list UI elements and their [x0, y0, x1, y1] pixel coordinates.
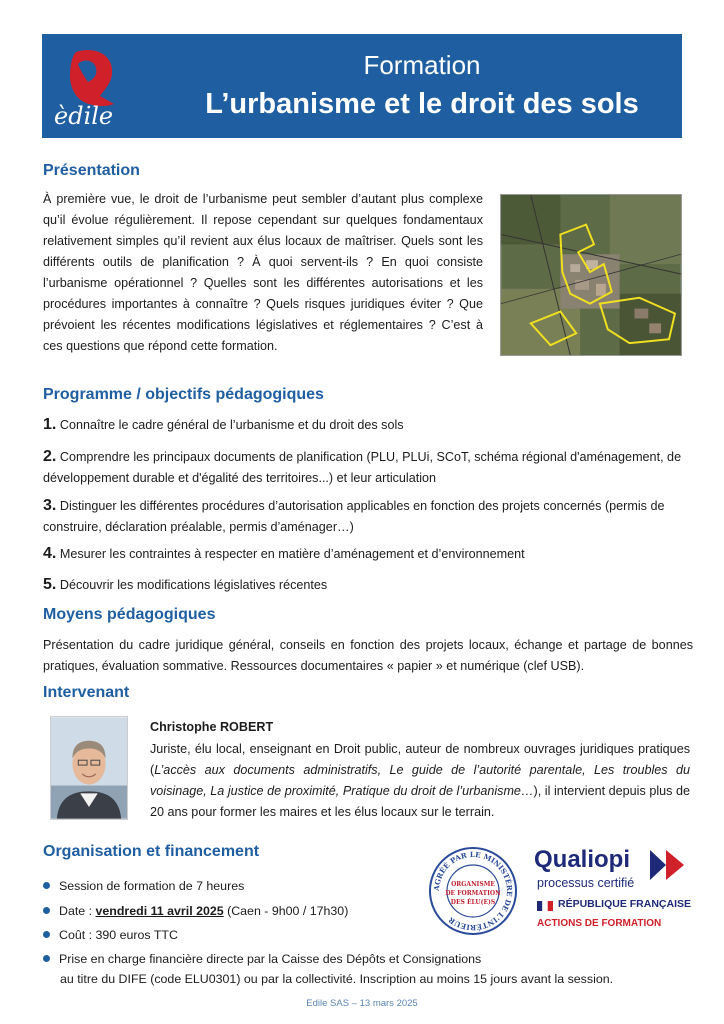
programme-item: 1. Connaître le cadre général de l’urbanisme et du droit des sols — [43, 416, 404, 433]
qualiopi-subtitle: processus certifié — [537, 876, 635, 890]
presentation-text: À première vue, le droit de l’urbanisme peut sembler d’autant plus complexe qu’il évolue régulièrement. Il repose cependant sur quelques fondamentaux relativement simples qu’il revient aux élus locaux de maîtriser. Quels sont les différents outils de planification ? À quoi servent-ils ? En quoi consiste l’urbanisme opérationnel ? Quelles sont les différentes autorisations et les procédures importantes à connaître ? Quels risques juridiques éviter ? Que prévoient les récentes modifications législatives et réglementaires ? C’est à ces questions que répond cette formation. — [43, 192, 483, 353]
french-flag-icon — [537, 901, 553, 911]
programme-item: 3. Distinguer les différentes procédures d’autorisation applicables en fonction des projets concernés (permis de construire, déclaration préalable, permis d’aménager…) — [43, 497, 665, 534]
page-title: L’urbanisme et le droit des sols — [205, 88, 639, 120]
speaker-photo — [50, 716, 128, 820]
section-heading-organisation: Organisation et financement — [43, 843, 260, 860]
bullet-icon — [43, 931, 50, 938]
stamp-line2: DE FORMATION — [445, 890, 501, 897]
logo-text: èdile — [54, 102, 114, 130]
speaker-bio: Juriste, élu local, enseignant en Droit public, auteur de nombreux ouvrages juridiques pratiques (L’accès aux documents administratifs, Le guide de l’autorité parentale, Les troubles du voisinage, La justice de proximité, Pratique du droit de l’urbanisme…), il intervient depuis plus de 20 ans pour former les maires et les élus locaux sur le terrain. — [150, 742, 690, 819]
list-item: Prise en charge financière directe par la Caisse des Dépôts et Consignations — [43, 949, 481, 969]
aerial-map-image — [500, 194, 682, 356]
bullet-icon — [43, 882, 50, 889]
programme-item: 4. Mesurer les contraintes à respecter en matière d’aménagement et d’environnement — [43, 545, 525, 562]
ministry-approval-stamp — [428, 846, 518, 936]
stamp-line1: ORGANISME — [451, 881, 495, 888]
bullet-icon — [43, 907, 50, 914]
moyens-text: Présentation du cadre juridique général, conseils en fonction des projets locaux, échange et partage de bonnes pratiques, évaluation sommative. Ressources documentaires « papier » et numérique (clef USB). — [43, 638, 693, 673]
speaker-name: Christophe ROBERT — [150, 720, 274, 734]
stamp-line3: DES ÉLU(E)S — [450, 899, 496, 906]
bullet-icon — [43, 955, 50, 962]
title-line1: Formation — [363, 50, 481, 80]
section-heading-intervenant: Intervenant — [43, 684, 130, 701]
section-heading-moyens: Moyens pédagogiques — [43, 606, 216, 623]
list-item-continuation: au titre du DIFE (code ELU0301) ou par la collectivité. Inscription au moins 15 jours avant la session. — [60, 972, 614, 986]
section-heading-presentation: Présentation — [43, 162, 140, 179]
list-item: Coût : 390 euros TTC — [43, 925, 178, 945]
qualiopi-arrows-icon — [648, 848, 688, 882]
programme-item: 5. Découvrir les modifications législatives récentes — [43, 576, 328, 593]
republique-francaise-text: RÉPUBLIQUE FRANÇAISE — [558, 898, 692, 910]
session-date: vendredi 11 avril 2025 — [95, 904, 224, 918]
stamp-ring-text: AGRÉÉ PAR LE MINISTÈRE DE L'INTÉRIEUR — [431, 849, 515, 933]
programme-item: 2. Comprendre les principaux documents de planification (PLU, PLUi, SCoT, schéma régional d'aménagement, de développement durable et d'égalité des territoires...) et leur articulation — [43, 448, 682, 485]
list-item: Session de formation de 7 heures — [43, 876, 244, 896]
header-banner — [42, 34, 682, 138]
section-heading-programme: Programme / objectifs pédagogiques — [43, 386, 324, 403]
footer: Edile SAS – 13 mars 2025 — [306, 998, 418, 1009]
list-item: Date : vendredi 11 avril 2025 (Caen - 9h00 / 17h30) — [43, 901, 348, 921]
actions-formation-text: ACTIONS DE FORMATION — [537, 918, 662, 929]
qualiopi-logo-text: Qualiopi — [534, 846, 630, 873]
